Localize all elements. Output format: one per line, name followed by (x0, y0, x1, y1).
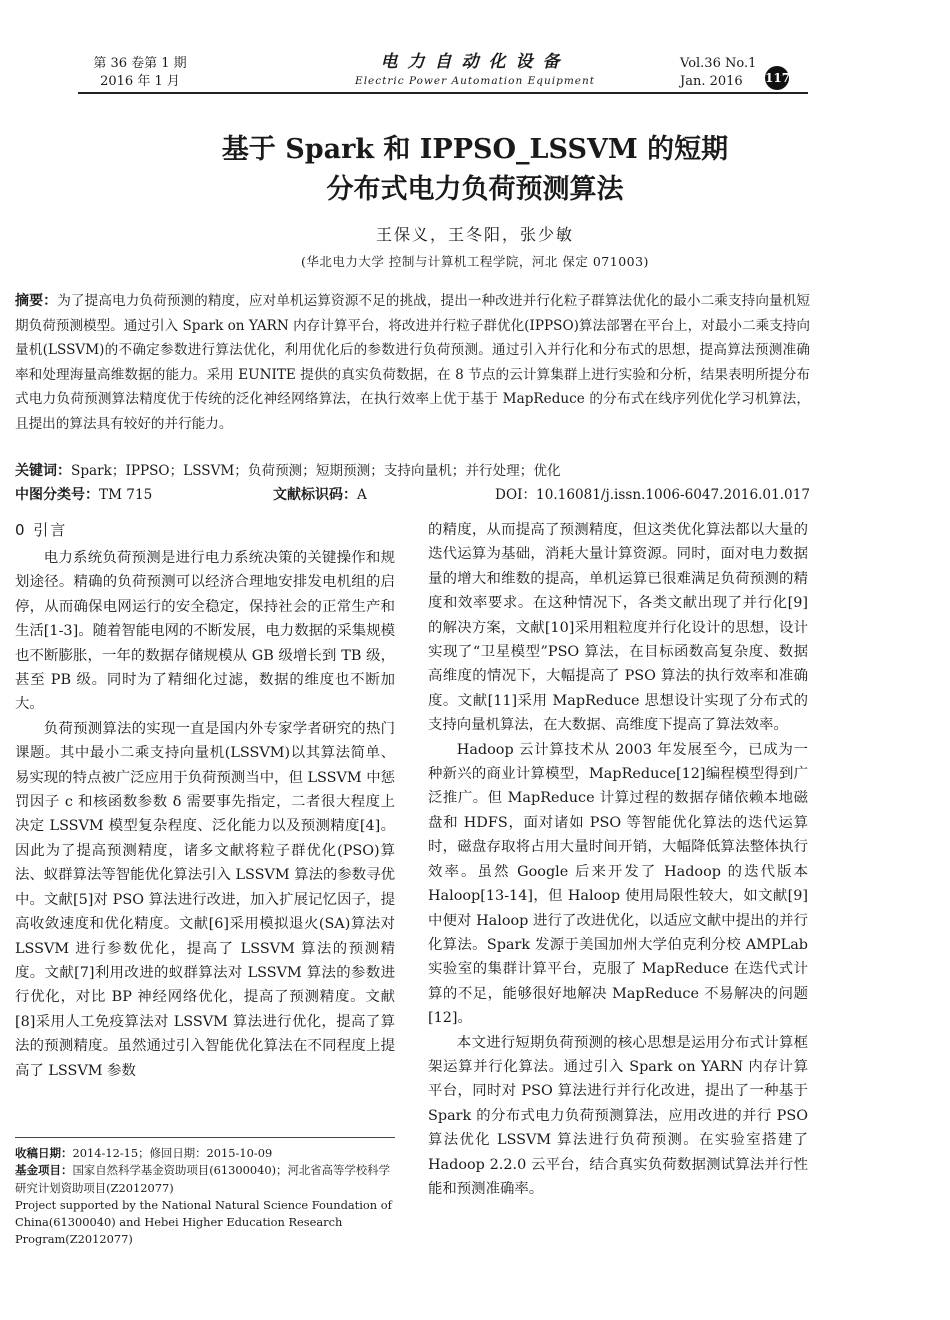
affiliation: (华北电力大学 控制与计算机工程学院，河北 保定 071003) (301, 254, 649, 269)
title-line-1: 基于 Spark 和 IPPSO_LSSVM 的短期 (221, 134, 729, 165)
paper-title (100, 130, 850, 210)
fund-english: Project supported by the National Natural Science Foundation of China(61300040) and Hebei Higher Education Research Program(Z2012077) (15, 1197, 392, 1247)
abstract-text: 为了提高电力负荷预测的精度，应对单机运算资源不足的挑战，提出一种改进并行化粒子群算法优化的最小二乘支持向量机短期负荷预测模型。通过引入 Spark on YARN 内存计算平台，将改进并行粒子群优化(IPPSO)算法部署在平台上，对最小二乘支持向量机(LSSVM)的不确定参数进行算法优化，利用优化后的参数进行负荷预测。通过引入并行化和分布式的思想，提高算法预测准确率和处理海量高维数据的能力。采用 EUNITE 提供的真实负荷数据，在 8 节点的云计算集群上进行实验和分析，结果表明所提分布式电力负荷预测算法精度优于传统的泛化神经网络算法，在执行效率上优于基于 MapReduce 的分布式在线序列优化学习机算法，且提出的算法具有较好的并行能力。 (15, 293, 810, 432)
header-volume-en: Vol.36 No.1 (680, 56, 757, 71)
dates-text: 2014-12-15；修回日期：2015-10-09 (72, 1146, 273, 1160)
journal-name-cn: 电力自动化设备 (380, 52, 570, 72)
right-paragraph: 的精度，从而提高了预测精度，但这类优化算法都以大量的迭代运算为基础，消耗大量计算资源。同时，面对电力数据量的增大和维数的提高，单机运算已很难满足负荷预测的精度和效率要求。在这种情况下，各类文献出现了并行化[9]的解决方案，文献[10]采用粗粒度并行化设计的思想，设计实现了“卫星模型”PSO 算法，在目标函数高复杂度、数据高维度的情况下，大幅提高了 PSO 算法的执行效率和准确度。文献[11]采用 MapReduce 思想设计实现了分布式的支持向量机算法，在大数据、高维度下提高了算法效率。 (428, 522, 808, 734)
dates-label: 收稿日期： (15, 1146, 73, 1160)
left-column (15, 518, 395, 1083)
title-line-2: 分布式电力负荷预测算法 (326, 174, 624, 205)
keywords-text: Spark；IPPSO；LSSVM；负荷预测；短期预测；支持向量机；并行处理；优化 (71, 463, 561, 479)
classification-line (15, 485, 810, 505)
header-date-cn: 2016 年 1 月 (100, 74, 180, 89)
keywords (15, 461, 810, 481)
right-column (428, 518, 808, 1201)
journal-name-en: Electric Power Automation Equipment (355, 75, 595, 87)
header-journal-block (270, 50, 680, 88)
clc-label: 中图分类号： (15, 487, 99, 503)
abstract (15, 289, 810, 437)
fund-text: 国家自然科学基金资助项目(61300040)；河北省高等学校科学研究计划资助项目(Z2012077) (15, 1163, 390, 1195)
left-paragraph: 电力系统负荷预测是进行电力系统决策的关键操作和规划途径。精确的负荷预测可以经济合理地安排发电机组的启停，从而确保电网运行的安全稳定，保持社会的正常生产和生活[1-3]。随着智能电网的不断发展，电力数据的采集规模也不断膨胀，一年的数据存储规模从 GB 级增长到 TB 级，甚至 PB 级。同时为了精细化过滤，数据的维度也不断加大。 (15, 550, 395, 713)
footnote (15, 1145, 395, 1249)
authors: 王保义，王冬阳，张少敏 (375, 225, 574, 244)
header-volume-block (80, 55, 200, 91)
section-heading: 0 引言 (15, 521, 68, 539)
header-date-en: Jan. 2016 (680, 74, 743, 89)
footnote-rule (15, 1137, 395, 1138)
right-paragraph: Hadoop 云计算技术从 2003 年发展至今，已成为一种新兴的商业计算模型，MapReduce[12]编程模型得到广泛推广。但 MapReduce 计算过程的数据存储依赖本地磁盘和 HDFS，面对诸如 PSO 等智能优化算法的迭代运算时，磁盘存取将占用大量时间开销，大幅降低算法整体执行效率。虽然 Google 后来开发了 Hadoop 的迭代版本 Haloop[13-14]，但 Haloop 使用局限性较大，如文献[9]中便对 Haloop 进行了改进优化，以适应文献中提出的并行化算法。Spark 发源于美国加州大学伯克利分校 AMPLab 实验室的集群计算平台，克服了 MapReduce 在迭代式计算的不足，能够很好地解决 MapReduce 不易解决的问题[12]。 (428, 741, 808, 1027)
abstract-label: 摘要： (15, 293, 58, 309)
left-paragraph: 负荷预测算法的实现一直是国内外专家学者研究的热门课题。其中最小二乘支持向量机(LSSVM)以其算法简单、易实现的特点被广泛应用于负荷预测当中，但 LSSVM 中惩罚因子 c 和核函数参数 δ 需要事先指定，二者很大程度上决定 LSSVM 模型复杂程度、泛化能力以及预测精度[4]。因此为了提高预测精度，诸多文献将粒子群优化(PSO)算法、蚁群算法等智能优化算法引入 LSSVM 算法的参数寻优中。文献[5]对 PSO 算法进行改进，加入扩展记忆因子，提高收敛速度和优化精度。文献[6]采用模拟退火(SA)算法对 LSSVM 进行参数优化，提高了 LSSVM 算法的预测精度。文献[7]利用改进的蚁群算法对 LSSVM 算法的参数进行优化，对比 BP 神经网络优化，提高了预测精度。文献[8]采用人工免疫算法对 LSSVM 算法进行优化，提高了算法的预测精度。虽然通过引入智能优化算法在不同程度上提高了 LSSVM 参数 (15, 720, 395, 1079)
header-volume-cn: 第 36 卷第 1 期 (93, 56, 187, 71)
header-volume-en-block (680, 55, 765, 91)
clc-value: TM 715 (99, 487, 153, 503)
keywords-label: 关键词： (15, 463, 71, 479)
header-rule (78, 92, 808, 94)
right-paragraph: 本文进行短期负荷预测的核心思想是运用分布式计算框架运算并行化算法。通过引入 Spark on YARN 内存计算平台，同时对 PSO 算法进行并行化改进，提出了一种基于 Spark 的分布式电力负荷预测算法，应用改进的并行 PSO 算法优化 LSSVM 算法进行负荷预测。在实验室搭建了 Hadoop 2.2.0 云平台，结合真实负荷数据测试算法并行性能和预测准确率。 (428, 1034, 808, 1197)
doc-code-label: 文献标识码： (273, 487, 357, 503)
fund-label: 基金项目： (15, 1163, 73, 1178)
doi: DOI：10.16081/j.issn.1006-6047.2016.01.017 (495, 487, 810, 503)
doc-code-value: A (357, 487, 367, 503)
page-number: 117 (765, 66, 789, 90)
